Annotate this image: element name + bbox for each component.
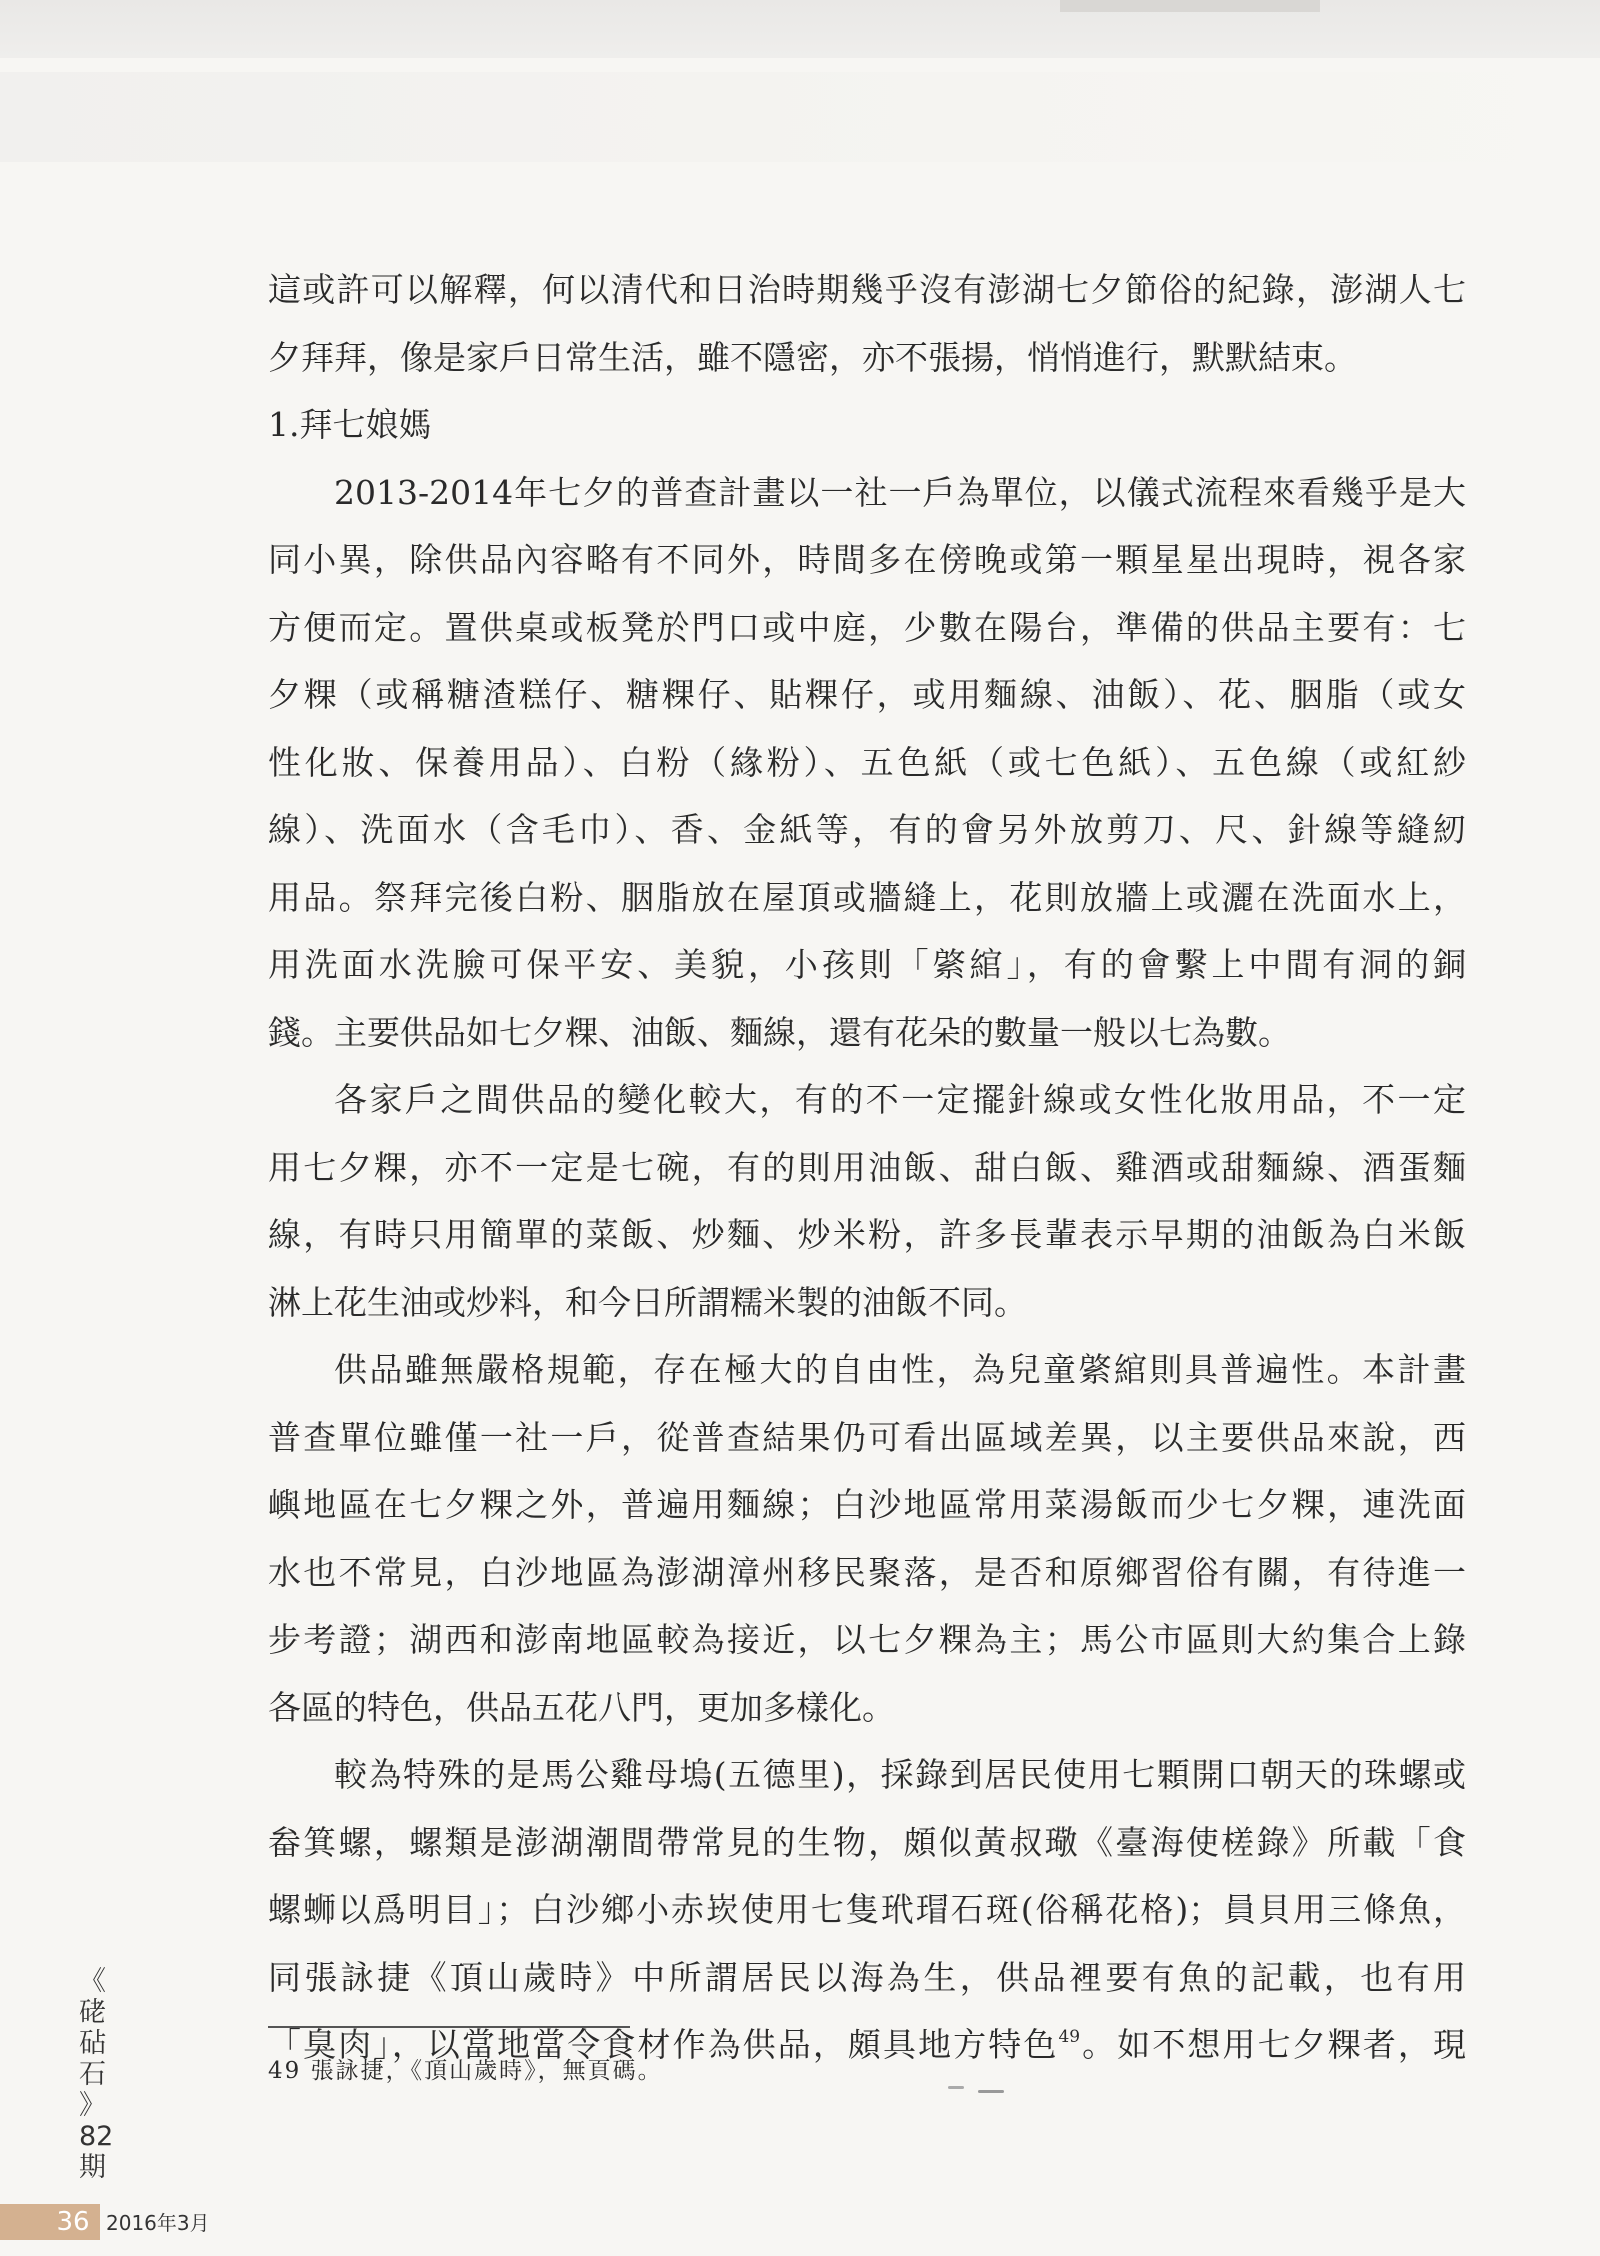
text-line: 錢。主要供品如七夕粿、油飯、麵線，還有花朵的數量一般以七為數。 xyxy=(268,1012,1291,1052)
text-line: 夕拜拜，像是家戶日常生活，雖不隱密，亦不張揚，悄悄進行，默默結束。 xyxy=(268,337,1357,377)
journal-title-vertical xyxy=(79,1966,114,2183)
journal-title-char: 砧 xyxy=(79,2028,106,2059)
scan-mark xyxy=(1060,0,1320,12)
text-line: 各家戶之間供品的變化較大，有的不一定擺針線或女性化妝用品，不一定 xyxy=(334,1080,1466,1119)
scan-smudge xyxy=(978,2090,1004,2093)
text-line: 同張詠捷《頂山歲時》中所謂居民以海為生，供品裡要有魚的記載，也有用 xyxy=(268,1957,1466,1997)
journal-title-char: 《 xyxy=(79,1966,106,1997)
text-line: 這或許可以解釋，何以清代和日治時期幾乎沒有澎湖七夕節俗的紀錄，澎湖人七 xyxy=(268,270,1466,309)
scan-smudge xyxy=(948,2086,964,2089)
footnote-divider xyxy=(268,2026,630,2028)
footnote: 49 張詠捷，《頂山歲時》，無頁碼。 xyxy=(268,2058,663,2084)
text-line: 畚箕螺，螺類是澎湖潮間帶常見的生物，頗似黃叔璥《臺海使槎錄》所載「食 xyxy=(268,1822,1466,1862)
scan-top-band xyxy=(0,0,1600,58)
text-line: 線，有時只用簡單的菜飯、炒麵、炒米粉，許多長輩表示早期的油飯為白米飯 xyxy=(268,1215,1466,1254)
journal-issue-number: 82 xyxy=(79,2121,114,2152)
text-segment: 「臭肉」，以當地當令食材作為供品，頗具地方特色 xyxy=(268,2025,1059,2064)
text-line: 較為特殊的是馬公雞母塢(五德里)，採錄到居民使用七顆開口朝天的珠螺或 xyxy=(334,1755,1466,1794)
page-number: 36 xyxy=(56,2207,90,2237)
text-line: 步考證；湖西和澎南地區較為接近，以七夕粿為主；馬公市區則大約集合上錄 xyxy=(268,1620,1466,1659)
text-line: 線）、洗面水（含毛巾）、香、金紙等，有的會另外放剪刀、尺、針線等縫紉 xyxy=(268,810,1466,849)
text-line: 供品雖無嚴格規範，存在極大的自由性，為兒童綮綰則具普遍性。本計畫 xyxy=(334,1350,1466,1389)
text-line: 螺蛳以爲明目」；白沙鄉小赤崁使用七隻玳瑁石斑(俗稱花格)；員貝用三條魚， xyxy=(268,1890,1466,1929)
journal-title-char: 》 xyxy=(79,2090,106,2121)
issue-date: 2016年3月 xyxy=(106,2211,210,2235)
text-line: 同小異，除供品內容略有不同外，時間多在傍晚或第一顆星星出現時，視各家 xyxy=(268,540,1466,579)
text-line: 用洗面水洗臉可保平安、美貌，小孩則「綮綰」，有的會繫上中間有洞的銅 xyxy=(268,945,1466,984)
article-body xyxy=(268,256,1466,2079)
text-line: 嶼地區在七夕粿之外，普遍用麵線；白沙地區常用菜湯飯而少七夕粿，連洗面 xyxy=(268,1485,1466,1524)
text-line: 用七夕粿，亦不一定是七碗，有的則用油飯、甜白飯、雞酒或甜麵線、酒蛋麵 xyxy=(268,1147,1466,1187)
text-line: 2013-2014年七夕的普查計畫以一社一戶為單位，以儀式流程來看幾乎是大 xyxy=(334,472,1466,512)
journal-title-char: 石 xyxy=(79,2059,106,2090)
journal-title-char: 期 xyxy=(79,2152,106,2183)
text-line: 水也不常見，白沙地區為澎湖漳州移民聚落，是否和原鄉習俗有關，有待進一 xyxy=(268,1552,1466,1592)
text-line: 夕粿（或稱糖渣糕仔、糖粿仔、貼粿仔，或用麵線、油飯）、花、胭脂（或女 xyxy=(268,675,1466,714)
text-line: 方便而定。置供桌或板凳於門口或中庭，少數在陽台，準備的供品主要有：七 xyxy=(268,607,1466,647)
faded-header-strip xyxy=(0,72,1600,162)
section-heading: 1.拜七娘媽 xyxy=(268,405,432,444)
footnote-ref: 49 xyxy=(1058,2027,1081,2047)
text-segment: 。如不想用七夕粿者，現 xyxy=(1080,2025,1467,2064)
text-line: 普查單位雖僅一社一戶，從普查結果仍可看出區域差異，以主要供品來說，西 xyxy=(268,1417,1466,1457)
journal-title-char: 硓 xyxy=(79,1997,106,2028)
text-line: 各區的特色，供品五花八門，更加多樣化。 xyxy=(268,1687,895,1727)
text-line: 用品。祭拜完後白粉、胭脂放在屋頂或牆縫上，花則放牆上或灑在洗面水上， xyxy=(268,877,1466,917)
text-line: 淋上花生油或炒料，和今日所謂糯米製的油飯不同。 xyxy=(268,1282,1027,1322)
text-line: 性化妝、保養用品）、白粉（緣粉）、五色紙（或七色紙）、五色線（或紅紗 xyxy=(268,742,1466,782)
